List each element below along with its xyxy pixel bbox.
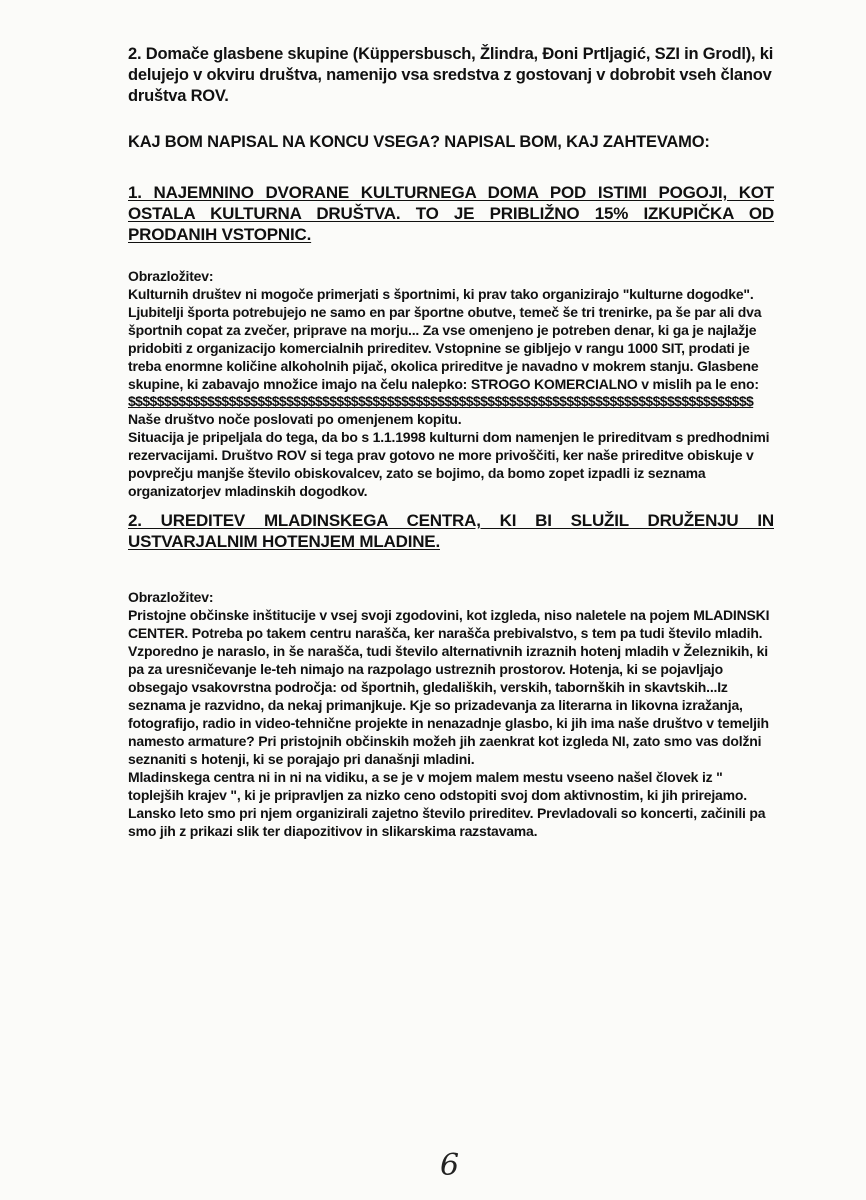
demand-1-section	[128, 182, 774, 500]
demand-1-paragraph-1: Kulturnih društev ni mogoče primerjati s športnimi, ki prav tako organizirajo "kulturne dogodke". Ljubitelji športa potrebujejo ne samo en par športne obutve, temeč še tri trenirke, pa še par ali dva športnih copat za zvečer, priprave na morju... Za vse omenjeno je potreben denar, ki ga je najlažje pridobiti z organizacijo komercialnih prireditev. Vstopnine se gibljejo v rangu 1000 SIT, prodati je treba enormne količine alkoholnih pijač, okolica prireditve je navadno v mokrem stanju. Glasbene skupine, ki zabavajo množice imajo na čelu nalepko: STROGO KOMERCIALNO v mislih pa le eno:	[128, 286, 762, 392]
page-number: 6	[440, 1148, 459, 1183]
question-heading: KAJ BOM NAPISAL NA KONCU VSEGA? NAPISAL BOM, KAJ ZAHTEVAMO:	[128, 133, 710, 151]
demand-2-heading: 2. UREDITEV MLADINSKEGA CENTRA, KI BI SLUŽIL DRUŽENJU IN USTVARJALNIM HOTENJEM MLADINE.	[128, 511, 774, 551]
demand-2-paragraph-2: Mladinskega centra ni in ni na vidiku, a se je v mojem malem mestu vseeno našel človek iz " toplejših krajev ", ki je pripravljen za nizko ceno odstopiti svoj dom aktivnostim, ki jih prirejamo. Lansko leto smo pri njem organizirali zajetno število prireditev. Prevladovali so koncerti, začinili pa smo jih z prikazi slik ter diapozitivov in slikarskima razstavama.	[128, 769, 766, 839]
dollar-sign-line: $$$$$$$$$$$$$$$$$$$$$$$$$$$$$$$$$$$$$$$$$$$$$$$$$$$$$$$$$$$$$$$$$$$$$$$$$$$$$$$$$$$$$$$	[128, 393, 754, 409]
demand-1-paragraph-3: Situacija je pripeljala do tega, da bo s 1.1.1998 kulturni dom namenjen le prireditvam s predhodnimi rezervacijami. Društvo ROV si tega prav gotovo ne more privoščiti, ker naše prireditve obiskuje v povprečju manjše število obiskovalcev, zato se bojimo, da bomo zopet izpadli iz seznama organizatorjev mladinskih dogodkov.	[128, 429, 770, 499]
intro-paragraph: 2. Domače glasbene skupine (Küppersbusch, Žlindra, Đoni Prtljagić, SZI in Grodl), ki delujejo v okviru društva, namenijo vsa sredstva z gostovanj v dobrobit vseh članov društva ROV.	[128, 45, 774, 105]
demand-2-paragraph-1: Pristojne občinske inštitucije v vsej svoji zgodovini, kot izgleda, niso naletele na pojem MLADINSKI CENTER. Potreba po takem centru narašča, ker narašča prebivalstvo, s tem pa tudi število mladih. Vzporedno je naraslo, in še narašča, tudi število alternativnih izraznih hotenj mladih v Železnikih, ki pa za uresničevanje le-teh nimajo na razpolago ustreznih prostorov. Hotenja, ki se pojavljajo obsegajo vsakovrstna področja: od športnih, gledaliških, verskih, tabornških in skavtskih...Iz seznama je razvidno, da nekaj primanjkuje. Kje so prizadevanja za literarna in likovna izražanja, fotografijo, radio in video-tehnične projekte in nenazadnje glasbo, ki jih ima naše društvo v temeljih namesto armature? Pri pristojnih občinskih možeh jih zaenkrat kot izgleda NI, zato smo vas dolžni seznaniti s hotenji, ki se porajajo pri današnji mladini.	[128, 607, 770, 767]
demand-2-section	[128, 510, 774, 840]
demand-2-explanation-label: Obrazložitev:	[128, 589, 214, 605]
demand-1-heading: 1. NAJEMNINO DVORANE KULTURNEGA DOMA POD ISTIMI POGOJI, KOT OSTALA KULTURNA DRUŠTVA. TO JE PRIBLIŽNO 15% IZKUPIČKA OD PRODANIH VSTOPNIC.	[128, 183, 774, 244]
demand-1-paragraph-2: Naše društvo noče poslovati po omenjenem kopitu.	[128, 411, 462, 427]
demand-1-explanation-label: Obrazložitev:	[128, 268, 214, 284]
